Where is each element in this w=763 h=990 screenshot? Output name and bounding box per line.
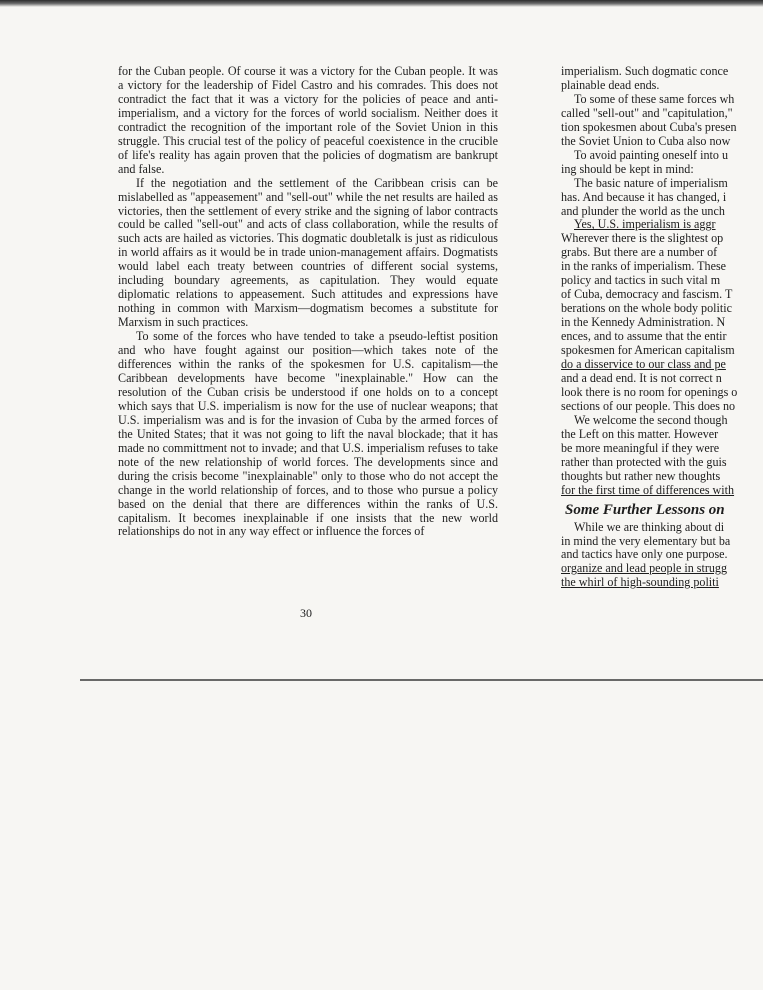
scan-fold-line: [80, 679, 763, 681]
text-line: organize and lead people in strugg: [561, 561, 728, 576]
paragraph: To some of the forces who have tended to take a pseudo-leftist position and who have fought against our position—which takes note of the differences within the ranks of the spokesmen for U.S. capitalism—the Caribbean developments have become "inexplainable." How can the resolution of the Cuban crisis be understood if one holds on to a concept which says that U.S. imperialism is now for the use of nuclear weapons; that U.S. imperialism was and is for the invasion of Cuba by the armed forces of the United States; that it was not going to lift the naval blockade; that it has made no committment not to invade; and that U.S. imperialism refuses to take note of the new relationship of world forces. The developments since and during the crisis become "inexplainable" only to those who do not accept the change in the world relationship of forces, and to those who pursue a policy based on the denial that there are differences within the ranks of U.S. capitalism. It becomes inexplainable if one insists that the new world relationships do not in any way effect or influence the forces of: [118, 329, 498, 539]
text-line: be more meaningful if they were: [561, 440, 720, 455]
text-line: To some of these same forces wh: [574, 91, 735, 106]
scan-top-edge: [0, 0, 763, 7]
text-line: and a dead end. It is not correct n: [561, 370, 722, 385]
right-text-column: [561, 65, 763, 590]
paragraph: for the Cuban people. Of course it was a victory for the Cuban people. It was a victory for the leadership of Fidel Castro and his comrades. This does not contradict the fact that it was a victory for the policies of peace and anti-imperialism, and a victory for the forces of world socialism. Neither does it contradict the recognition of the important role of the Soviet Union in this struggle. This crucial test of the policy of peaceful coexistence in the crucible of life's reality has again proven that the policies of dogmatism are bankrupt and false.: [118, 64, 498, 176]
text-line: tion spokesmen about Cuba's presen: [561, 119, 737, 134]
text-line: ing should be kept in mind:: [561, 161, 694, 176]
text-line: imperialism. Such dogmatic conce: [561, 65, 729, 78]
paragraph: If the negotiation and the settlement of the Caribbean crisis can be mislabelled as "appeasement" and "sell-out" while the net results are hailed as victories, then the settlement of every strike and the signing of labor contracts could be called "sell-out" and acts of class collaboration, while the results of such acts are hailed as victories. This dogmatic doubletalk is just as ridiculous in world affairs as it would be in trade union-management affairs. Dogmatists would label each treaty between countries of different social systems, including boundary agreements, as capitulation. They would equate diplomatic relations to appeasement. Such attitudes and expressions have nothing in common with Marxism—dogmatism becomes a substitute for Marxism in such practices.: [118, 175, 498, 330]
text-line: plainable dead ends.: [561, 77, 660, 92]
text-line: The basic nature of imperialism: [574, 175, 728, 190]
page-number: 30: [300, 606, 312, 620]
text-line: in the Kennedy Administration. N: [561, 315, 726, 330]
text-line: the Left on this matter. However: [561, 426, 719, 441]
text-line: has. And because it has changed, i: [561, 189, 727, 204]
left-text-column: [118, 65, 498, 539]
text-line: in the ranks of imperialism. These: [561, 259, 727, 274]
text-line: rather than protected with the guis: [561, 454, 727, 469]
text-line: of Cuba, democracy and fascism. T: [561, 287, 733, 302]
text-line: the Soviet Union to Cuba also now: [561, 133, 731, 148]
text-line: do a disservice to our class and pe: [561, 357, 726, 372]
text-line: ences, and to assume that the entir: [561, 329, 727, 344]
text-line: called "sell-out" and "capitulation,": [561, 105, 733, 120]
text-line: the whirl of high-sounding politi: [561, 575, 719, 590]
text-line: spokesmen for American capitalism: [561, 343, 735, 358]
text-line: policy and tactics in such vital m: [561, 273, 721, 288]
text-line: Wherever there is the slightest op: [561, 231, 724, 246]
text-line: While we are thinking about di: [574, 519, 725, 534]
text-line: thoughts but rather new thoughts: [561, 468, 721, 483]
text-line: grabs. But there are a number of: [561, 245, 718, 260]
text-line: for the first time of differences with: [561, 482, 735, 497]
text-line: in mind the very elementary but ba: [561, 533, 731, 548]
section-heading: Some Further Lessons on: [565, 501, 725, 518]
text-line: look there is no room for openings o: [561, 384, 738, 399]
text-line: sections of our people. This does no: [561, 398, 736, 413]
text-line: We welcome the second though: [574, 412, 728, 427]
text-line: Yes, U.S. imperialism is aggr: [574, 217, 716, 232]
text-line: To avoid painting oneself into u: [574, 147, 728, 162]
text-line: berations on the whole body politic: [561, 301, 732, 316]
text-line: and plunder the world as the unch: [561, 203, 725, 218]
text-line: and tactics have only one purpose.: [561, 547, 728, 562]
